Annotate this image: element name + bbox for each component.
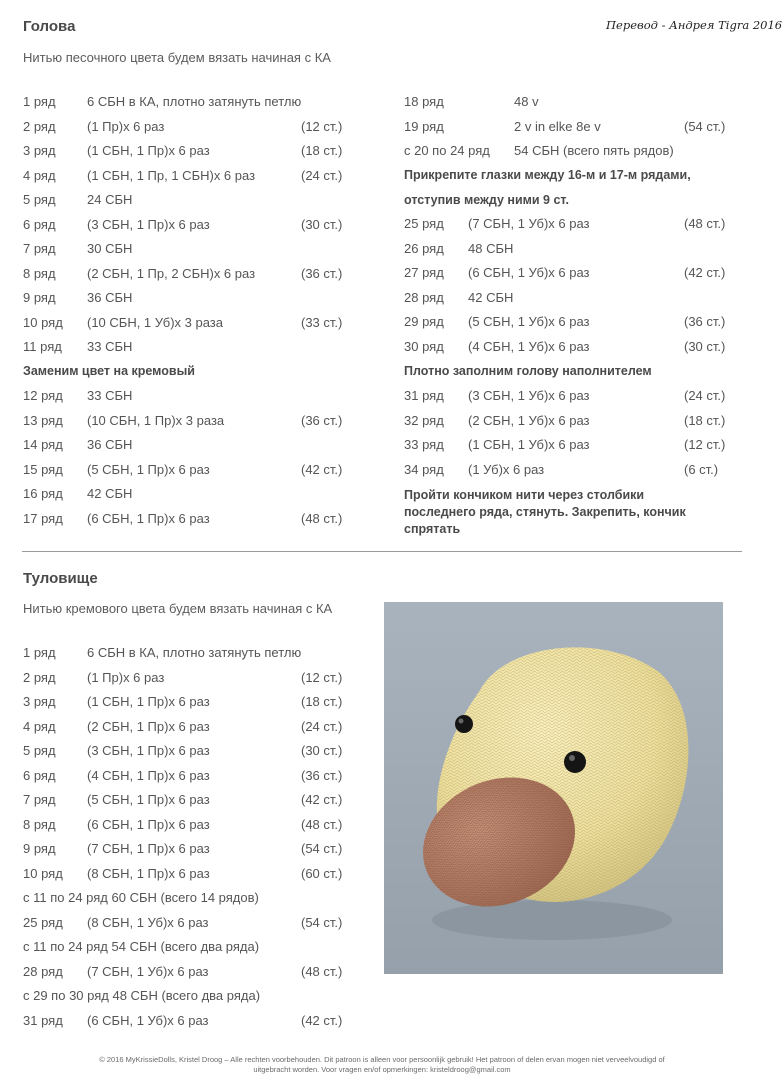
- pattern-row: [404, 263, 744, 283]
- row-instruction: (4 СБН, 1 Уб)х 6 раз: [468, 338, 590, 354]
- row-instruction: (7 СБН, 1 Уб)х 6 раз: [87, 963, 209, 979]
- row-instruction: (10 СБН, 1 Уб)х 3 раза: [87, 314, 223, 330]
- stitch-count: (42 ст.): [301, 792, 343, 807]
- copyright-footer: [20, 1055, 744, 1075]
- stitch-count: (42 ст.): [301, 1012, 343, 1028]
- row-instruction: (2 СБН, 1 Уб)х 6 раз: [468, 412, 590, 428]
- section-divider: [22, 551, 742, 552]
- row-instruction: 2 v in elke 8e v: [514, 118, 601, 134]
- stitch-count: (48 ст.): [301, 963, 343, 979]
- pattern-row: [23, 913, 363, 933]
- row-number: 34 ряд: [404, 461, 444, 477]
- row-instruction: (7 СБН, 1 Пр)х 6 раз: [87, 841, 210, 856]
- pattern-row: [23, 264, 363, 284]
- row-number: 3 ряд: [23, 143, 56, 158]
- row-number: 1 ряд: [23, 645, 56, 660]
- head-intro: Нитью песочного цвета будем вязать начиная с КА: [23, 50, 331, 65]
- row-instruction: 6 СБН в КА, плотно затянуть петлю: [87, 645, 302, 660]
- pattern-row: [404, 92, 744, 112]
- stitch-count: (54 ст.): [301, 841, 343, 856]
- stuffing-note: Плотно заполним голову наполнителем: [404, 364, 652, 378]
- row-instruction: (6 СБН, 1 Уб)х 6 раз: [468, 265, 590, 280]
- row-instruction: (1 СБН, 1 Уб)х 6 раз: [468, 437, 590, 452]
- stitch-count: (54 ст.): [684, 118, 726, 134]
- row-instruction: 42 СБН: [468, 289, 514, 305]
- pattern-row: [23, 717, 363, 737]
- pattern-row: [404, 460, 744, 480]
- pattern-row: [23, 190, 363, 210]
- row-instruction: (10 СБН, 1 Пр)х 3 раза: [87, 412, 225, 428]
- row-instruction: (8 СБН, 1 Пр)х 6 раз: [87, 865, 210, 881]
- row-number: 15 ряд: [23, 461, 63, 477]
- pattern-row: [404, 386, 744, 406]
- stitch-count: (30 ст.): [301, 216, 343, 232]
- finish-note-line: последнего ряда, стянуть. Закрепить, кончик: [404, 505, 686, 519]
- row-number: 13 ряд: [23, 412, 63, 428]
- row-number: 31 ряд: [404, 388, 444, 403]
- row-number: 32 ряд: [404, 412, 444, 428]
- translator-credit: Перевод - Андрея Tigra 2016: [606, 18, 782, 32]
- pattern-row: [23, 937, 363, 957]
- stitch-count: (24 ст.): [301, 718, 343, 734]
- row-number: 6 ряд: [23, 767, 56, 783]
- row-instruction: 48 СБН: [468, 240, 514, 256]
- finish-note: [404, 487, 686, 538]
- stitch-count: (48 ст.): [301, 510, 343, 526]
- row-number: 28 ряд: [404, 289, 444, 305]
- row-number: 5 ряд: [23, 743, 56, 758]
- row-instruction: (6 СБН, 1 Пр)х 6 раз: [87, 510, 210, 526]
- row-number: 27 ряд: [404, 265, 444, 280]
- row-instruction: 36 СБН: [87, 290, 133, 305]
- pattern-row: [23, 141, 363, 161]
- row-number: с 20 по 24 ряд: [404, 143, 490, 158]
- row-instruction: (3 СБН, 1 Пр)х 6 раз: [87, 743, 210, 758]
- stitch-count: (42 ст.): [301, 461, 343, 477]
- row-number: с 11 по 24 ряд 60 СБН (всего 14 рядов): [23, 890, 259, 905]
- row-number: 31 ряд: [23, 1012, 63, 1028]
- row-number: 30 ряд: [404, 338, 444, 354]
- pattern-row: [404, 411, 744, 431]
- stitch-count: (48 ст.): [684, 216, 726, 231]
- row-number: 25 ряд: [23, 914, 63, 930]
- pattern-row: [23, 1011, 363, 1031]
- row-number: 12 ряд: [23, 388, 63, 403]
- stitch-count: (42 ст.): [684, 265, 726, 280]
- row-number: 2 ряд: [23, 669, 56, 685]
- row-instruction: (6 СБН, 1 Пр)х 6 раз: [87, 816, 210, 832]
- row-instruction: (2 СБН, 1 Пр)х 6 раз: [87, 718, 210, 734]
- finish-note-line: спрятать: [404, 522, 461, 536]
- row-instruction: (7 СБН, 1 Уб)х 6 раз: [468, 216, 590, 231]
- row-instruction: (6 СБН, 1 Уб)х 6 раз: [87, 1012, 209, 1028]
- pattern-row: [23, 839, 363, 859]
- row-number: 6 ряд: [23, 216, 56, 232]
- pattern-row: [23, 313, 363, 333]
- stitch-count: (30 ст.): [684, 338, 726, 354]
- row-number: 10 ряд: [23, 314, 63, 330]
- footer-line: uitgebracht worden. Voor vragen en/of opmerkingen: kristeldroog@gmail.com: [253, 1065, 511, 1074]
- pattern-row: [23, 484, 363, 504]
- pattern-row: [23, 288, 363, 308]
- pattern-row: [404, 435, 744, 455]
- head-section-title: Голова: [23, 18, 76, 35]
- row-number: 26 ряд: [404, 240, 444, 256]
- row-instruction: (5 СБН, 1 Уб)х 6 раз: [468, 314, 590, 329]
- row-number: 2 ряд: [23, 118, 56, 134]
- footer-line: © 2016 MyKrissieDolls, Kristel Droog – Alle rechten voorbehouden. Dit patroon is alleen voor persoonlijk gebruik! Het patroon of delen ervan mogen niet verveelvoudigd of: [99, 1055, 665, 1064]
- row-number: 19 ряд: [404, 118, 444, 134]
- row-number: 4 ряд: [23, 167, 56, 183]
- row-instruction: 33 СБН: [87, 339, 133, 354]
- row-instruction: (1 Пр)х 6 раз: [87, 118, 165, 134]
- row-instruction: 30 СБН: [87, 241, 133, 256]
- stitch-count: (48 ст.): [301, 816, 343, 832]
- pattern-row: [404, 337, 744, 357]
- stitch-count: (33 ст.): [301, 314, 343, 330]
- row-instruction: 6 СБН в КА, плотно затянуть петлю: [87, 94, 302, 109]
- pattern-row: [23, 460, 363, 480]
- pattern-row: [23, 790, 363, 810]
- stitch-count: (60 ст.): [301, 865, 343, 881]
- row-instruction: 24 СБН: [87, 192, 133, 207]
- stitch-count: (24 ст.): [301, 167, 343, 183]
- row-instruction: (4 СБН, 1 Пр)х 6 раз: [87, 767, 210, 783]
- eyes-note-line: Прикрепите глазки между 16-м и 17-м рядами,: [404, 168, 691, 182]
- stitch-count: (24 ст.): [684, 388, 726, 403]
- pattern-row: [23, 643, 363, 663]
- row-number: с 11 по 24 ряд 54 СБН (всего два ряда): [23, 939, 260, 954]
- stitch-count: (12 ст.): [301, 669, 343, 685]
- pattern-row: [404, 312, 744, 332]
- row-number: 29 ряд: [404, 314, 444, 329]
- pattern-row: [23, 337, 363, 357]
- row-number: 9 ряд: [23, 290, 56, 305]
- pattern-row: [23, 166, 363, 186]
- row-number: 3 ряд: [23, 694, 56, 709]
- row-number: 16 ряд: [23, 486, 63, 501]
- pattern-row: [23, 692, 363, 712]
- stitch-count: (36 ст.): [684, 314, 726, 329]
- stitch-count: (18 ст.): [684, 412, 726, 428]
- row-instruction: (1 Уб)х 6 раз: [468, 461, 545, 477]
- row-number: 5 ряд: [23, 192, 56, 207]
- row-number: 11 ряд: [23, 339, 62, 354]
- row-number: 28 ряд: [23, 963, 63, 979]
- pattern-row: [23, 509, 363, 529]
- stitch-count: (12 ст.): [684, 437, 726, 452]
- pattern-row: [23, 215, 363, 235]
- row-instruction: 33 СБН: [87, 388, 133, 403]
- stitch-count: (18 ст.): [301, 143, 343, 158]
- pattern-row: [23, 386, 363, 406]
- pattern-row: [404, 239, 744, 259]
- row-instruction: 36 СБН: [87, 437, 133, 452]
- row-instruction: 48 v: [514, 94, 539, 109]
- pattern-row: [404, 141, 744, 161]
- row-number: 25 ряд: [404, 216, 444, 231]
- row-number: 14 ряд: [23, 437, 63, 452]
- stitch-count: (36 ст.): [301, 265, 343, 281]
- row-number: 10 ряд: [23, 865, 63, 881]
- row-number: 7 ряд: [23, 792, 56, 807]
- stitch-count: (6 ст.): [684, 461, 719, 477]
- pattern-row: [23, 117, 363, 137]
- pattern-row: [23, 766, 363, 786]
- stitch-count: (18 ст.): [301, 694, 343, 709]
- pattern-row: [23, 741, 363, 761]
- row-instruction: (1 Пр)х 6 раз: [87, 669, 165, 685]
- stitch-count: (30 ст.): [301, 743, 343, 758]
- eyes-note: [404, 167, 691, 209]
- row-instruction: (5 СБН, 1 Пр)х 6 раз: [87, 461, 210, 477]
- row-instruction: 54 СБН (всего пять рядов): [514, 143, 674, 158]
- stitch-count: (36 ст.): [301, 412, 343, 428]
- row-instruction: (5 СБН, 1 Пр)х 6 раз: [87, 792, 210, 807]
- pattern-row: [23, 815, 363, 835]
- row-instruction: (3 СБН, 1 Уб)х 6 раз: [468, 388, 590, 403]
- pattern-row: [404, 117, 744, 137]
- pattern-row: [23, 411, 363, 431]
- row-instruction: (1 СБН, 1 Пр)х 6 раз: [87, 694, 210, 709]
- row-number: 7 ряд: [23, 241, 56, 256]
- pattern-row: [23, 92, 363, 112]
- row-instruction: (1 СБН, 1 Пр, 1 СБН)х 6 раз: [87, 167, 256, 183]
- row-number: 1 ряд: [23, 94, 56, 109]
- color-change-note: Заменим цвет на кремовый: [23, 364, 195, 378]
- pattern-row: [23, 668, 363, 688]
- row-number: 8 ряд: [23, 265, 56, 281]
- body-intro: Нитью кремового цвета будем вязать начиная с КА: [23, 601, 333, 616]
- pattern-row: [23, 239, 363, 259]
- row-instruction: 42 СБН: [87, 486, 133, 501]
- pattern-row: [23, 435, 363, 455]
- row-number: с 29 по 30 ряд 48 СБН (всего два ряда): [23, 988, 261, 1003]
- row-number: 17 ряд: [23, 510, 63, 526]
- stitch-count: (54 ст.): [301, 914, 343, 930]
- eyes-note-line: отступив между ними 9 ст.: [404, 193, 569, 207]
- finish-note-line: Пройти кончиком нити через столбики: [404, 488, 645, 502]
- row-instruction: (2 СБН, 1 Пр, 2 СБН)х 6 раз: [87, 265, 256, 281]
- row-number: 18 ряд: [404, 94, 444, 109]
- pattern-row: [23, 986, 363, 1006]
- row-number: 9 ряд: [23, 841, 56, 856]
- row-instruction: (8 СБН, 1 Уб)х 6 раз: [87, 914, 209, 930]
- pattern-row: [23, 888, 363, 908]
- pattern-row: [404, 214, 744, 234]
- body-section-title: Туловище: [23, 570, 98, 587]
- pattern-row: [23, 962, 363, 982]
- pattern-row: [404, 288, 744, 308]
- pattern-row: [23, 864, 363, 884]
- row-number: 4 ряд: [23, 718, 56, 734]
- stitch-count: (12 ст.): [301, 118, 343, 134]
- row-instruction: (1 СБН, 1 Пр)х 6 раз: [87, 143, 210, 158]
- row-number: 33 ряд: [404, 437, 444, 452]
- stitch-count: (36 ст.): [301, 767, 343, 783]
- crochet-duck-head-photo: [384, 602, 723, 974]
- row-instruction: (3 СБН, 1 Пр)х 6 раз: [87, 216, 210, 232]
- row-number: 8 ряд: [23, 816, 56, 832]
